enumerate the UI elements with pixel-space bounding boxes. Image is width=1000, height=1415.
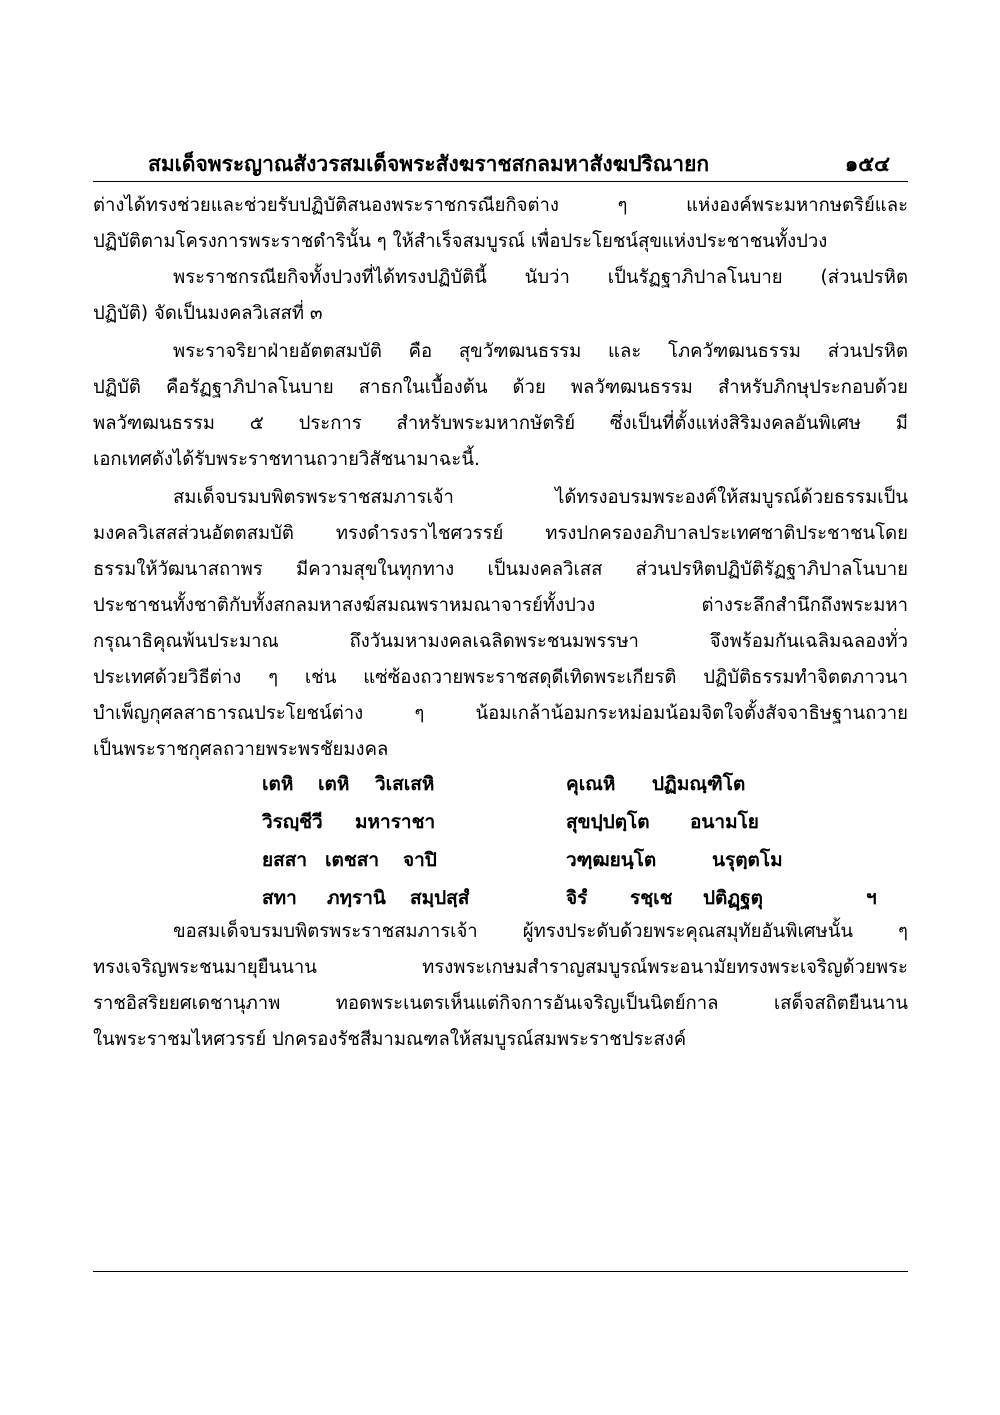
verse-line [0,880,1000,916]
verse-word: คุเณหิ [566,773,616,795]
text-line: ขอสมเด็จบรมบพิตรพระราชสมภารเจ้า ผู้ทรงประดับด้วยพระคุณสมุทัยอันพิเศษนั้น ๆ [173,921,908,942]
verse-word: จิรํ [566,887,588,909]
text-line: ปฏิบัติ) จัดเป็นมงคลวิเสสที่ ๓ [93,303,323,324]
verse-word: วิเสเสหิ [375,773,435,795]
verse-word: เตชสา [325,849,379,871]
header-divider [93,181,908,182]
verse-word: ยสสา [262,849,307,871]
text-line: ประเทศด้วยวิธีต่าง ๆ เช่น แซ่ซ้องถวายพระราชสดุดีเทิดพระเกียรติ ปฏิบัติธรรมทำจิตตภาวนา [93,667,908,688]
text-line: สมเด็จบรมบพิตรพระราชสมภารเจ้า ได้ทรงอบรมพระองค์ให้สมบูรณ์ด้วยธรรมเป็น [173,487,908,508]
verse-word: เตหิ [262,773,294,795]
verse-word: ปติฏฺฐตุ [703,887,763,909]
verse-word: สุขปฺปตฺโต [566,811,650,833]
footer-divider [93,1271,908,1272]
verse-word: จาปิ [403,849,437,871]
text-line: เอกเทศดังได้รับพระราชทานถวายวิสัชนามาฉะนี้. [93,449,480,470]
verse-end-mark: ฯ [866,887,877,909]
verse-word: อนามโย [690,811,759,833]
text-line: ปฏิบัติตามโครงการพระราชดำรินั้น ๆ ให้สำเร็จสมบูรณ์ เพื่อประโยชน์สุขแห่งประชาชนทั้งปวง [93,231,828,252]
verse-line [0,766,1000,802]
text-line: ราชอิสริยยศเดชานุภาพ ทอดพระเนตรเห็นแต่กิจการอันเจริญเป็นนิตย์กาล เสด็จสถิตยืนนาน [93,993,908,1014]
verse-word: ภทฺรานิ [327,887,386,909]
text-line: พระราจริยาฝ่ายอัตตสมบัติ คือ สุขวัฑฒนธรรม และ โภควัฑฒนธรรม ส่วนปรหิต [173,341,908,362]
text-line: เป็นพระราชกุศลถวายพระพรชัยมงคล [93,739,389,760]
verse-line [0,842,1000,878]
verse-word: สทา [262,887,297,909]
header-title: สมเด็จพระญาณสังวรสมเด็จพระสังฆราชสกลมหาสังฆปริณายก [148,152,710,176]
text-line: พลวัฑฒนธรรม ๕ ประการ สำหรับพระมหากษัตริย์ ซึ่งเป็นที่ตั้งแห่งสิริมงคลอันพิเศษ มี [93,413,908,434]
text-line: ปฏิบัติ คือรัฏฐาภิปาลโนบาย สาธกในเบื้องต้น ด้วย พลวัฑฒนธรรม สำหรับภิกษุประกอบด้วย [93,377,908,398]
text-line: กรุณาธิคุณพ้นประมาณ ถึงวันมหามงคลเฉลิดพระชนมพรรษา จึงพร้อมกันเฉลิมฉลองทั่ว [93,631,908,652]
text-line: ประชาชนทั้งชาติกับทั้งสกลมหาสงฆ์สมณพราหมณาจารย์ทั้งปวง ต่างระลึกสำนึกถึงพระมหา [93,595,908,616]
page-number: ๑๕๔ [844,152,890,176]
text-line: ธรรมให้วัฒนาสถาพร มีความสุขในทุกทาง เป็นมงคลวิเสส ส่วนปรหิตปฏิบัติรัฏฐาภิปาลโนบาย [93,559,908,580]
verse-word: รชฺเช [630,887,673,909]
verse-word: ปฏิมณฺฑิโต [652,773,746,795]
verse-word: เตหิ [318,773,350,795]
verse-word: นรุตฺตโม [712,849,783,871]
text-line: พระราชกรณียกิจทั้งปวงที่ได้ทรงปฏิบัตินี้ นับว่า เป็นรัฏฐาภิปาลโนบาย (ส่วนปรหิต [173,267,908,288]
verse-word: วิรญฺชีวี [262,811,323,833]
verse-word: สมฺปสฺสํ [410,887,470,909]
verse-line [0,804,1000,840]
text-line: บำเพ็ญกุศลสาธารณประโยชน์ต่าง ๆ น้อมเกล้าน้อมกระหม่อมน้อมจิตใจตั้งสัจจาธิษฐานถวาย [93,703,908,724]
text-line: ทรงเจริญพระชนมายุยืนนาน ทรงพระเกษมสำราญสมบูรณ์พระอนามัยทรงพระเจริญด้วยพระ [93,957,908,978]
verse-word: วฑฺฒยนฺโต [566,849,657,871]
text-line: มงคลวิเสสส่วนอัตตสมบัติ ทรงดำรงราไชศวรรย์ ทรงปกครองอภิบาลประเทศชาติประชาชนโดย [93,523,908,544]
text-line: ในพระราชมไหศวรรย์ ปกครองรัชสีมามณฑลให้สมบูรณ์สมพระราชประสงค์ [93,1029,687,1050]
text-line: ต่างได้ทรงช่วยและช่วยรับปฏิบัติสนองพระราชกรณียกิจต่าง ๆ แห่งองค์พระมหากษตริย์และ [93,195,908,216]
verse-word: มหาราชา [355,811,436,833]
